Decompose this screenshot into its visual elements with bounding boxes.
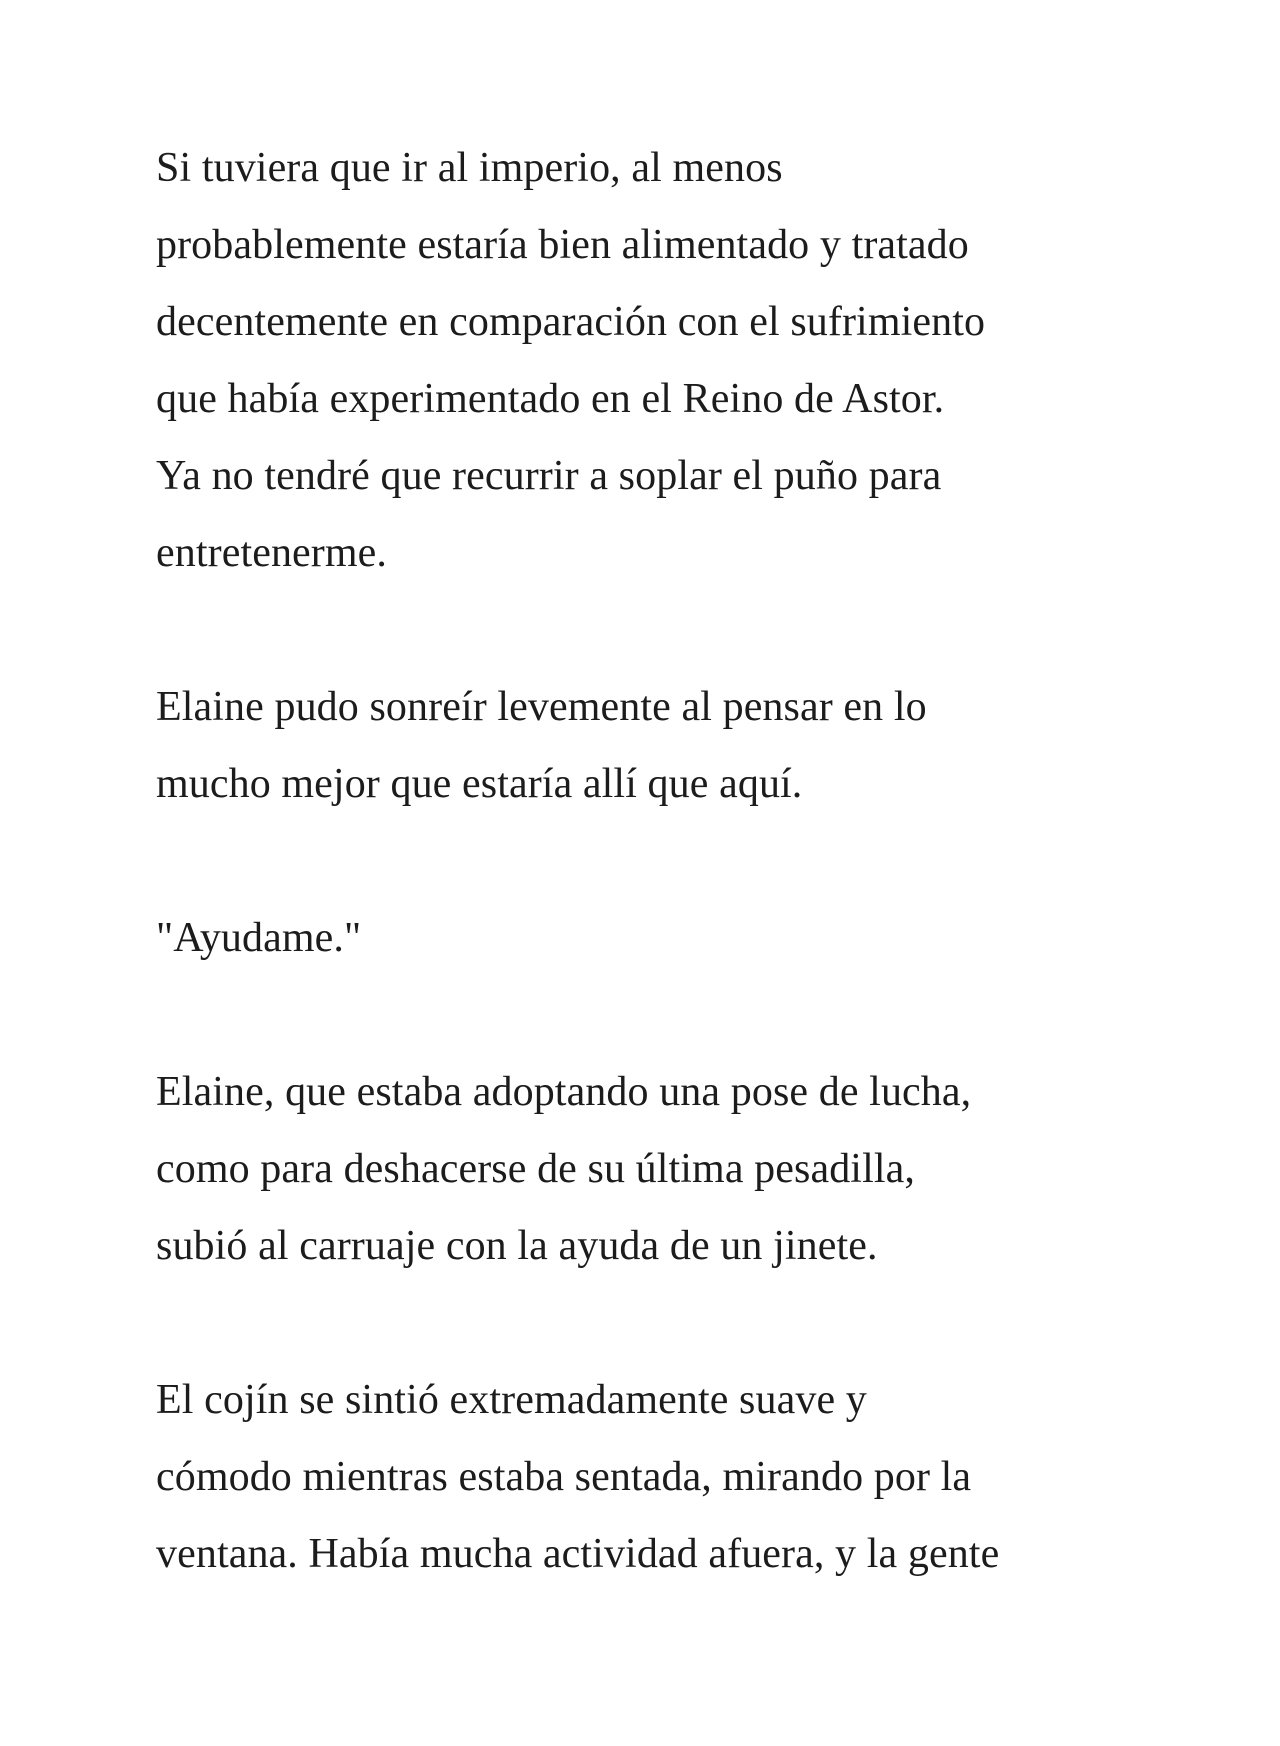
text-line: cómodo mientras estaba sentada, mirando por la	[156, 1454, 972, 1500]
text-line: Elaine, que estaba adoptando una pose de lucha,	[156, 1069, 972, 1115]
text-line: ventana. Había mucha actividad afuera, y la gente	[156, 1531, 1000, 1577]
text-line: El cojín se sintió extremadamente suave y	[156, 1377, 867, 1423]
paragraph-1	[156, 130, 1156, 592]
text-line: que había experimentado en el Reino de Astor.	[156, 376, 945, 422]
text-line: entretenerme.	[156, 530, 387, 576]
text-line: decentemente en comparación con el sufrimiento	[156, 299, 986, 345]
text-line: mucho mejor que estaría allí que aquí.	[156, 761, 803, 807]
paragraph-2	[156, 669, 1156, 823]
paragraph-4	[156, 1054, 1156, 1285]
text-line: "Ayudame."	[156, 915, 362, 961]
text-line: Elaine pudo sonreír levemente al pensar en lo	[156, 684, 927, 730]
text-line: Si tuviera que ir al imperio, al menos	[156, 145, 783, 191]
text-line: como para deshacerse de su última pesadilla,	[156, 1146, 915, 1192]
story-text	[156, 130, 1156, 1670]
text-line: subió al carruaje con la ayuda de un jinete.	[156, 1223, 878, 1269]
text-line: probablemente estaría bien alimentado y tratado	[156, 222, 969, 268]
paragraph-5	[156, 1362, 1156, 1593]
text-line: Ya no tendré que recurrir a soplar el puño para	[156, 453, 942, 499]
paragraph-3	[156, 900, 1156, 977]
